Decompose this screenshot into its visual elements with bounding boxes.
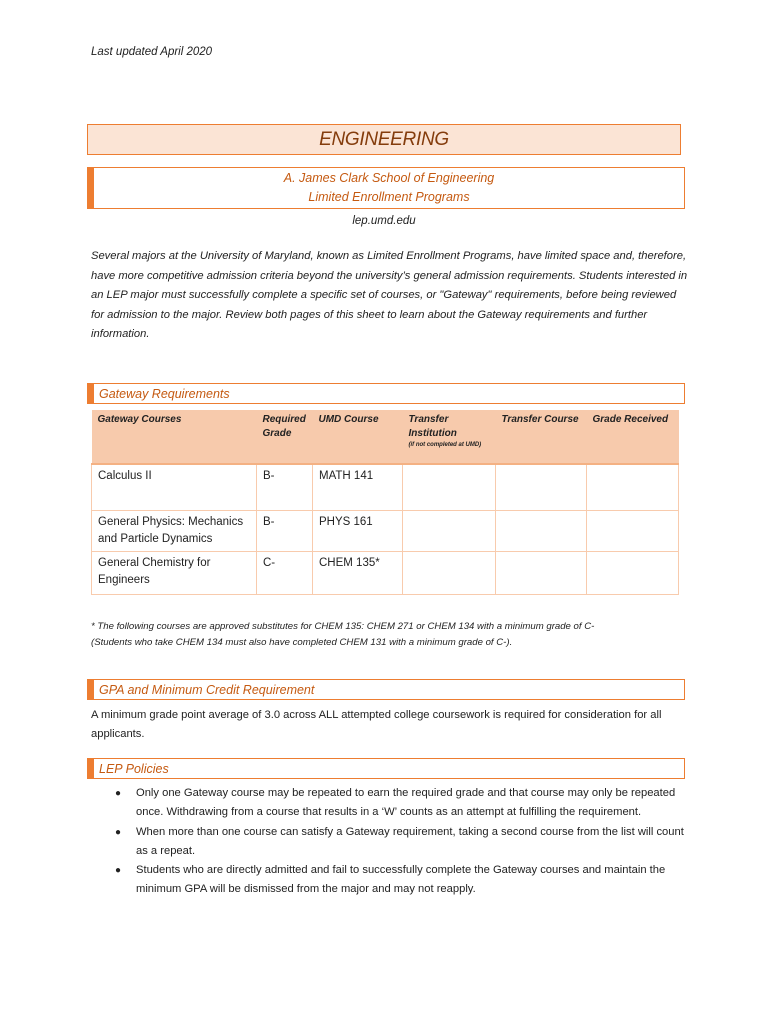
cell-transfer-institution[interactable] — [403, 510, 496, 551]
section-title: GPA and Minimum Credit Requirement — [99, 682, 315, 697]
cell-grade: C- — [257, 551, 313, 594]
column-header-umd-course: UMD Course — [313, 410, 403, 464]
cell-grade-received[interactable] — [587, 464, 679, 510]
cell-grade-received[interactable] — [587, 551, 679, 594]
cell-course: General Chemistry for Engineers — [92, 551, 257, 594]
school-name: A. James Clark School of Engineering — [283, 171, 495, 185]
column-header-transfer-course: Transfer Course — [496, 410, 587, 464]
school-banner — [87, 167, 685, 209]
column-header-grade-received: Grade Received — [587, 410, 679, 464]
policies-list — [115, 784, 685, 900]
transfer-note: (if not completed at UMD) — [408, 442, 482, 448]
section-heading-gpa — [87, 679, 685, 700]
cell-umd-course: PHYS 161 — [313, 510, 403, 551]
cell-transfer-institution[interactable] — [403, 551, 496, 594]
table-row — [92, 464, 679, 510]
cell-transfer-institution[interactable] — [403, 464, 496, 510]
gateway-table — [91, 410, 679, 595]
column-header-transfer-institution-label: Transfer Institution — [408, 414, 457, 439]
cell-course: Calculus II — [92, 464, 257, 510]
intro-paragraph: Several majors at the University of Maryland, known as Limited Enrollment Programs, have limited space and, therefore, have more competitive admission criteria beyond the university’s general admission requirements. Students interested in an LEP major must successfully complete a specific set of courses, or "Gateway" requirements, before being reviewed for admission to the major. Review both pages of this sheet to learn about the Gateway requirements and further information. — [91, 250, 688, 341]
column-header-transfer-institution — [403, 410, 496, 464]
column-header-gateway-courses: Gateway Courses — [92, 410, 257, 464]
policy-text: When more than one course can satisfy a Gateway requirement, taking a second course from the list will count as a repeat. — [136, 825, 684, 857]
cell-umd-course: MATH 141 — [313, 464, 403, 510]
footnote-line: (Students who take CHEM 134 must also have completed CHEM 131 with a minimum grade of C-). — [91, 637, 513, 648]
program-name: Limited Enrollment Programs — [308, 190, 470, 204]
page-title: ENGINEERING — [319, 128, 449, 150]
cell-grade: B- — [257, 464, 313, 510]
cell-grade-received[interactable] — [587, 510, 679, 551]
section-title: Gateway Requirements — [99, 386, 230, 401]
list-item — [115, 784, 685, 823]
section-heading-gateway — [87, 383, 685, 404]
list-item — [115, 861, 685, 900]
bullet-icon: ● — [115, 826, 122, 838]
section-title: LEP Policies — [99, 761, 169, 776]
cell-course: General Physics: Mechanics and Particle Dynamics — [92, 510, 257, 551]
table-row — [92, 551, 679, 594]
bullet-icon: ● — [115, 865, 122, 877]
cell-transfer-course[interactable] — [496, 510, 587, 551]
gpa-paragraph: A minimum grade point average of 3.0 across ALL attempted college coursework is required for consideration for all applicants. — [91, 709, 662, 740]
table-row — [92, 510, 679, 551]
cell-grade: B- — [257, 510, 313, 551]
cell-umd-course: CHEM 135* — [313, 551, 403, 594]
policy-text: Only one Gateway course may be repeated to earn the required grade and that course may only be repeated once. Withdrawing from a course that results in a ‘W’ counts as an attempt at fulfilling the requirement. — [136, 787, 676, 819]
website-link[interactable]: lep.umd.edu — [352, 215, 416, 227]
page-title-banner — [87, 124, 681, 155]
list-item — [115, 823, 685, 862]
cell-transfer-course[interactable] — [496, 464, 587, 510]
cell-transfer-course[interactable] — [496, 551, 587, 594]
bullet-icon: ● — [115, 788, 122, 799]
last-updated-text: Last updated April 2020 — [91, 46, 213, 58]
footnote-line: * The following courses are approved substitutes for CHEM 135: CHEM 271 or CHEM 134 with a minimum grade of C- — [91, 621, 595, 632]
table-header-row — [92, 410, 679, 464]
column-header-required-grade: Required Grade — [257, 410, 313, 464]
section-heading-policies — [87, 758, 685, 779]
policy-text: Students who are directly admitted and fail to successfully complete the Gateway courses and maintain the minimum GPA will be dismissed from the major and may not reapply. — [136, 864, 666, 896]
chem-footnote — [91, 619, 691, 651]
